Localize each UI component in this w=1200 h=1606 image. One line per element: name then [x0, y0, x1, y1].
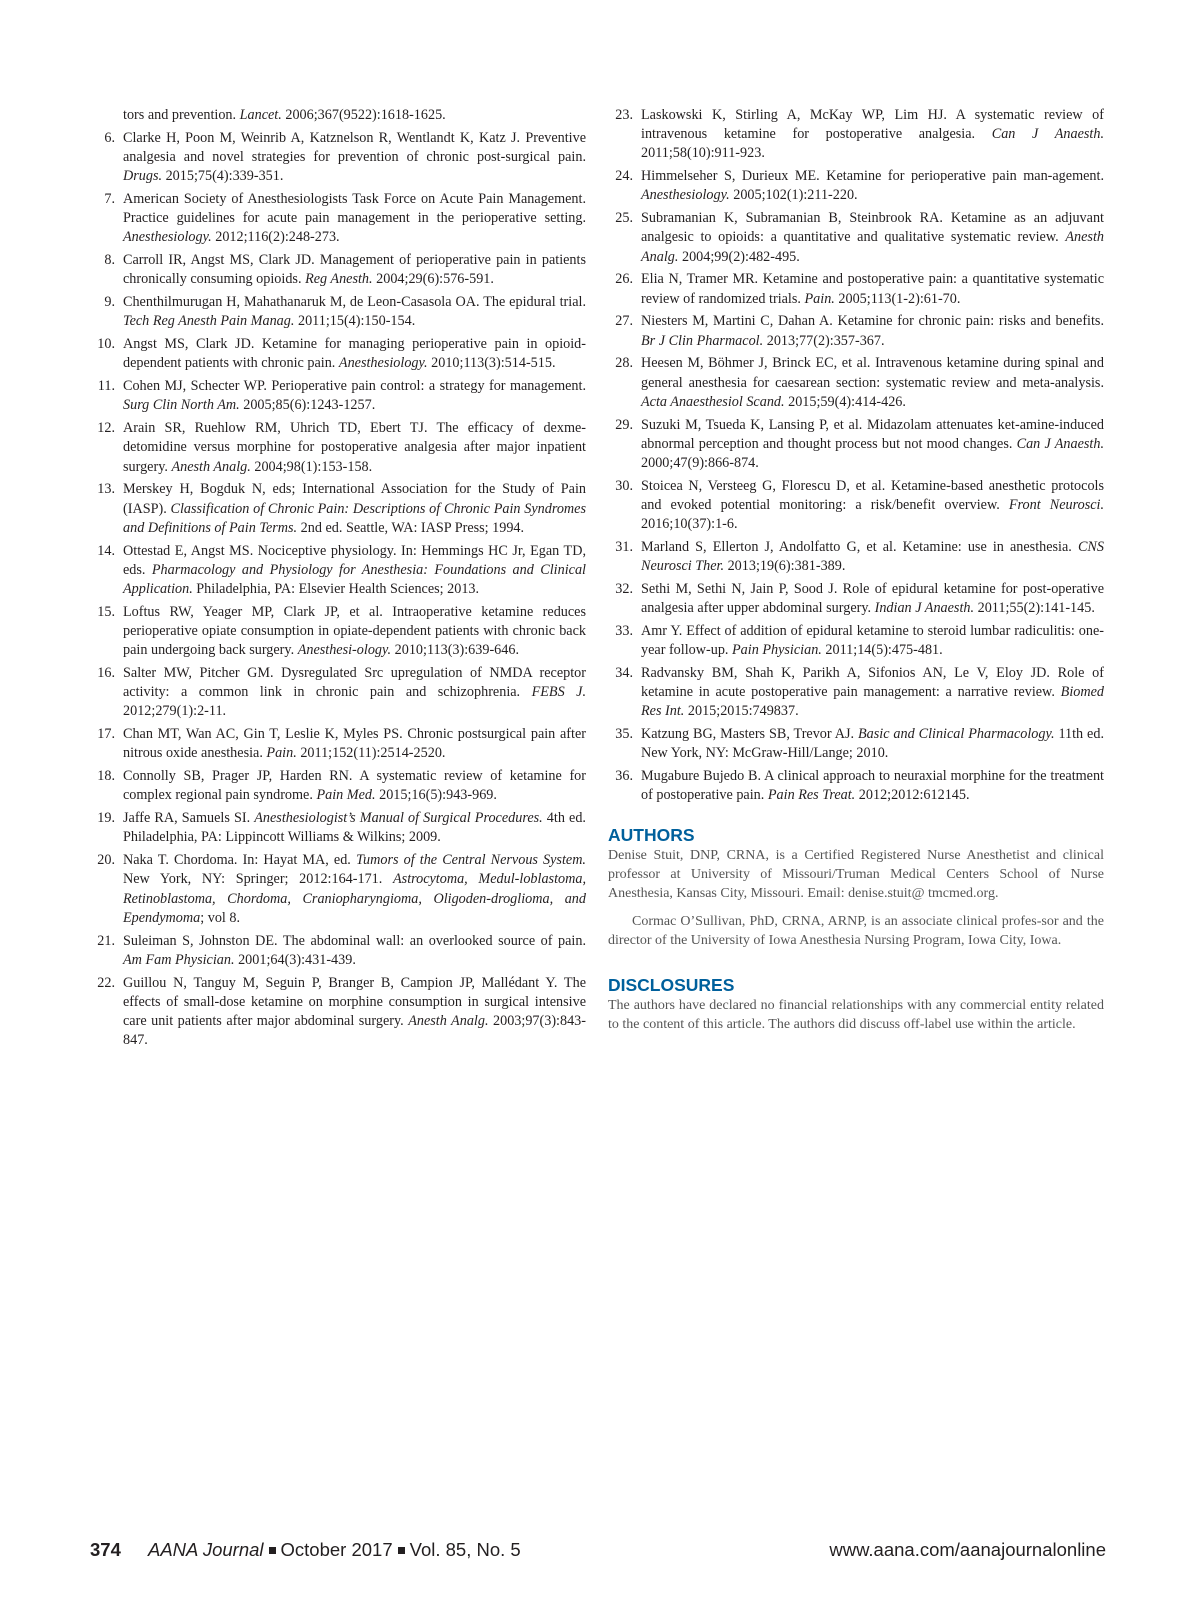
reference-source: FEBS J.	[531, 684, 586, 701]
reference-item	[90, 129, 586, 187]
reference-source: Indian J Anaesth.	[874, 600, 975, 617]
reference-source: Can J Anaesth.	[991, 126, 1104, 143]
reference-number: 33.	[615, 623, 633, 640]
reference-source: Tumors of the Central Nervous System.	[355, 852, 586, 869]
reference-source: Pain Physician.	[732, 642, 822, 659]
reference-item	[90, 932, 586, 970]
reference-text: American Society of Anesthesiologists Task Force on Acute Pain Management. Practice guidelines for acute pain management in the perioperative setting.	[123, 191, 586, 227]
reference-source: Pain Med.	[316, 787, 376, 804]
reference-source: Anesth Analg.	[171, 458, 251, 475]
reference-text: Connolly SB, Prager JP, Harden RN. A systematic review of ketamine for complex regional pain syndrome.	[123, 768, 586, 804]
reference-source: Anesthesiology.	[641, 187, 730, 204]
reference-details: 2012;2012:612145.	[855, 787, 970, 804]
issue-date: October 2017	[280, 1539, 393, 1560]
reference-source: Reg Anesth.	[305, 271, 373, 288]
reference-source: Anesthesiology.	[338, 355, 428, 372]
reference-details: 2000;47(9):866-874.	[641, 455, 759, 472]
reference-text: Radvansky BM, Shah K, Parikh A, Sifonios AN, Le V, Eloy JD. Role of ketamine in acute postoperative pain management: a narrative review.	[641, 665, 1104, 701]
reference-source: Front Neurosci.	[1008, 497, 1104, 514]
reference-text: Heesen M, Böhmer J, Brinck EC, et al. Intravenous ketamine during spinal and general anesthesia for caesarean section: systematic review and meta-analysis.	[641, 355, 1104, 391]
reference-item	[608, 106, 1104, 164]
reference-item	[90, 851, 586, 928]
reference-item	[608, 312, 1104, 350]
reference-item	[90, 419, 586, 477]
reference-details: 2005;85(6):1243-1257.	[239, 397, 376, 414]
reference-number: 13.	[97, 481, 115, 498]
reference-item	[608, 767, 1104, 805]
reference-number: 7.	[104, 191, 115, 207]
reference-text: Amr Y. Effect of addition of epidural ketamine to steroid lumbar radiculitis: one-year follow-up.	[641, 623, 1104, 659]
reference-source: Can J Anaesth.	[1016, 435, 1104, 452]
reference-details: New York, NY: Springer; 2012:164-171.	[123, 871, 393, 888]
authors-heading: AUTHORS	[608, 824, 695, 845]
reference-source: Drugs.	[123, 168, 163, 185]
reference-item	[608, 538, 1104, 576]
reference-item	[608, 354, 1104, 412]
reference-item	[90, 974, 586, 1051]
author-bio-stuit: Denise Stuit, DNP, CRNA, is a Certified Registered Nurse Anesthetist and clinical professor at University of Missouri/Truman Medical Centers School of Nurse Anesthesia, Kansas City, Missouri. Email: denise.stuit@ tmcmed.org.	[608, 847, 1104, 902]
reference-number: 16.	[97, 665, 115, 682]
reference-text: Elia N, Tramer MR. Ketamine and postoperative pain: a quantitative systematic review of randomized trials.	[641, 271, 1104, 307]
reference-number: 35.	[615, 726, 633, 743]
reference-item	[608, 477, 1104, 535]
reference-continued: tors and prevention. Lancet. 2006;367(9522):1618-1625.	[123, 107, 446, 123]
reference-details: 2004;29(6):576-591.	[372, 271, 494, 288]
reference-text: Katzung BG, Masters SB, Trevor AJ.	[641, 726, 858, 743]
reference-text: Suzuki M, Tsueda K, Lansing P, et al. Midazolam attenuates ket-amine-induced abnormal perception and thought process but not mood changes.	[641, 416, 1104, 452]
reference-text: Marland S, Ellerton J, Andolfatto G, et al. Ketamine: use in anesthesia.	[641, 539, 1078, 556]
reference-source: Classification of Chronic Pain: Descriptions of Chronic Pain Syndromes and Definitions of Pain Terms.	[123, 500, 586, 536]
reference-source: Surg Clin North Am.	[123, 397, 240, 414]
reference-text: Himmelseher S, Durieux ME. Ketamine for perioperative pain man-agement.	[641, 168, 1104, 185]
reference-number: 31.	[615, 539, 633, 556]
reference-details: 2015;59(4):414-426.	[784, 393, 906, 410]
reference-text: Chan MT, Wan AC, Gin T, Leslie K, Myles PS. Chronic postsurgical pain after nitrous oxide anesthesia.	[123, 726, 586, 762]
reference-item	[608, 725, 1104, 763]
reference-source: Acta Anaesthesiol Scand.	[641, 393, 785, 410]
reference-number: 14.	[97, 542, 115, 559]
reference-item	[608, 270, 1104, 308]
reference-source: Astrocytoma, Medul-loblastoma, Retinoblastoma, Chordoma, Craniopharyngioma, Oligoden-droglioma, and Ependymoma	[123, 871, 586, 926]
reference-text: Chenthilmurugan H, Mahathanaruk M, de Leon-Casasola OA. The epidural trial.	[123, 294, 586, 311]
reference-details: 2nd ed. Seattle, WA: IASP Press; 1994.	[297, 519, 525, 536]
reference-text: Guillou N, Tanguy M, Seguin P, Branger B, Campion JP, Mallédant Y. The effects of small-dose ketamine on morphine consumption in surgical intensive care unit patients after major abdominal surgery.	[123, 974, 586, 1030]
reference-details: 4th ed. Philadelphia, PA: Lippincott Williams & Wilkins; 2009.	[123, 810, 586, 846]
reference-item	[90, 377, 586, 415]
reference-details: 2005;113(1-2):61-70.	[834, 290, 961, 307]
reference-number: 30.	[615, 477, 633, 494]
reference-item	[608, 580, 1104, 618]
reference-text: Subramanian K, Subramanian B, Steinbrook RA. Ketamine as an adjuvant analgesic to opioids: a quantitative and qualitative systematic review.	[641, 210, 1104, 246]
reference-number: 9.	[104, 294, 115, 311]
reference-item	[90, 335, 586, 373]
reference-text: Sethi M, Sethi N, Jain P, Sood J. Role of epidural ketamine for post-operative analgesia after upper abdominal surgery.	[641, 581, 1104, 617]
reference-item	[608, 209, 1104, 267]
reference-text: Stoicea N, Versteeg G, Florescu D, et al. Ketamine-based anesthetic protocols and evoked potential monitoring: a risk/benefit overview.	[641, 477, 1104, 514]
reference-details: 2001;64(3):431-439.	[234, 951, 356, 968]
journal-name: AANA Journal	[148, 1539, 264, 1560]
reference-number: 10.	[97, 336, 115, 353]
reference-text: Salter MW, Pitcher GM. Dysregulated Src upregulation of NMDA receptor activity: a common link in chronic pain and schizophrenia.	[123, 665, 586, 701]
reference-source: Pain.	[804, 290, 835, 307]
reference-number: 26.	[615, 271, 633, 288]
reference-number: 19.	[97, 810, 115, 827]
reference-source: Br J Clin Pharmacol.	[641, 332, 764, 349]
reference-details: 2011;152(11):2514-2520.	[296, 745, 446, 762]
reference-text: Mugabure Bujedo B. A clinical approach to neuraxial morphine for the treatment of postoperative pain.	[641, 768, 1104, 804]
reference-item	[90, 190, 586, 248]
reference-item	[90, 809, 586, 847]
reference-number: 28.	[615, 355, 633, 372]
reference-details: Philadelphia, PA: Elsevier Health Sciences; 2013.	[192, 581, 480, 598]
disclosures-text: The authors have declared no financial relationships with any commercial entity related to the content of this article. The authors did discuss off-label use within the article.	[608, 997, 1104, 1033]
left-column	[90, 106, 586, 1054]
reference-details: 2004;99(2):482-495.	[678, 248, 800, 265]
reference-source: Am Fam Physician.	[123, 951, 235, 968]
reference-item	[90, 542, 586, 600]
reference-text: Ottestad E, Angst MS. Nociceptive physiology. In: Hemmings HC Jr, Egan TD, eds.	[123, 542, 586, 578]
reference-number: 15.	[97, 603, 115, 620]
reference-details: 11th ed. New York, NY: McGraw-Hill/Lange; 2010.	[641, 726, 1104, 762]
volume-issue: Vol. 85, No. 5	[409, 1539, 521, 1560]
reference-item	[608, 622, 1104, 660]
reference-number: 8.	[104, 252, 115, 269]
reference-number: 36.	[615, 768, 633, 785]
reference-item	[608, 664, 1104, 722]
reference-text: Laskowski K, Stirling A, McKay WP, Lim HJ. A systematic review of intravenous ketamine for postoperative analgesia.	[641, 107, 1104, 143]
reference-number: 12.	[97, 420, 115, 437]
reference-source: Anesth Analg.	[641, 229, 1104, 265]
disclosures-heading: DISCLOSURES	[608, 974, 735, 995]
reference-text: Naka T. Chordoma. In: Hayat MA, ed.	[123, 852, 356, 869]
reference-number: 20.	[97, 852, 115, 869]
reference-text: Jaffe RA, Samuels SI.	[123, 810, 255, 827]
reference-number: 6.	[104, 129, 115, 146]
journal-citation	[148, 1539, 521, 1561]
reference-source: Anesth Analg.	[408, 1013, 489, 1030]
reference-item	[608, 416, 1104, 474]
reference-text: Clarke H, Poon M, Weinrib A, Katznelson R, Wentlandt K, Katz J. Preventive analgesia and novel strategies for prevention of chronic post-surgical pain.	[123, 129, 586, 165]
reference-number: 25.	[615, 210, 633, 227]
reference-item	[90, 767, 586, 805]
reference-number: 29.	[615, 416, 633, 433]
reference-number: 32.	[615, 581, 633, 598]
reference-item	[608, 167, 1104, 205]
reference-details: 2015;16(5):943-969.	[375, 787, 497, 804]
reference-text: Arain SR, Ruehlow RM, Uhrich TD, Ebert TJ. The efficacy of dexme-detomidine versus morphine for postoperative analgesia after major inpatient surgery.	[123, 420, 586, 475]
reference-details: 2011;15(4):150-154.	[294, 313, 416, 330]
reference-text: Carroll IR, Angst MS, Clark JD. Management of perioperative pain in patients chronically consuming opioids.	[123, 252, 586, 288]
reference-source: Anesthesi-ology.	[297, 642, 392, 659]
reference-list-left	[90, 129, 586, 1051]
reference-text: Loftus RW, Yeager MP, Clark JP, et al. Intraoperative ketamine reduces perioperative opiate consumption in opiate-dependent patients with chronic back pain undergoing back surgery.	[123, 603, 586, 659]
reference-text: Merskey H, Bogduk N, eds; International Association for the Study of Pain (IASP).	[123, 481, 586, 517]
reference-details: 2005;102(1):211-220.	[729, 187, 858, 204]
reference-source: Basic and Clinical Pharmacology.	[857, 726, 1055, 743]
reference-source: Biomed Res Int.	[641, 684, 1104, 720]
reference-details: 2004;98(1):153-158.	[250, 458, 373, 475]
reference-text: Angst MS, Clark JD. Ketamine for managing perioperative pain in opioid-dependent patients with chronic pain.	[123, 336, 586, 372]
reference-source: Tech Reg Anesth Pain Manag.	[123, 313, 295, 330]
reference-source: Pain Res Treat.	[767, 787, 856, 804]
reference-number: 18.	[97, 768, 115, 785]
reference-text: Niesters M, Martini C, Dahan A. Ketamine for chronic pain: risks and benefits.	[641, 313, 1104, 330]
reference-text: Cohen MJ, Schecter WP. Perioperative pain control: a strategy for management.	[123, 378, 586, 395]
reference-number: 27.	[615, 313, 633, 330]
right-column	[608, 106, 1104, 1034]
reference-details: 2012;116(2):248-273.	[211, 229, 340, 246]
reference-source: CNS Neurosci Ther.	[641, 539, 1104, 575]
reference-details: 2016;10(37):1-6.	[641, 516, 738, 533]
reference-source: Anesthesiology.	[123, 229, 212, 246]
page-footer	[90, 1539, 1106, 1563]
reference-details: 2012;279(1):2-11.	[123, 703, 227, 720]
reference-details: 2013;77(2):357-367.	[763, 332, 885, 349]
reference-details: 2015;75(4):339-351.	[162, 168, 284, 185]
reference-item	[90, 664, 586, 722]
reference-item	[90, 480, 586, 538]
reference-source: Pharmacology and Physiology for Anesthesia: Foundations and Clinical Application.	[123, 561, 586, 598]
reference-item	[90, 251, 586, 289]
reference-number: 24.	[615, 168, 633, 185]
reference-number: 22.	[97, 974, 115, 991]
separator-square-icon	[269, 1547, 276, 1554]
reference-source: Pain.	[266, 745, 297, 762]
reference-number: 34.	[615, 665, 633, 682]
separator-square-icon	[398, 1547, 405, 1554]
author-bio-osullivan: Cormac O’Sullivan, PhD, CRNA, ARNP, is an associate clinical profes-sor and the director of the University of Iowa Anesthesia Nursing Program, Iowa City, Iowa.	[608, 913, 1104, 949]
reference-number: 21.	[97, 932, 115, 949]
reference-details: 2013;19(6):381-389.	[724, 558, 846, 575]
reference-source: Anesthesiologist’s Manual of Surgical Procedures.	[254, 810, 543, 827]
reference-details: 2011;58(10):911-923.	[641, 145, 765, 162]
reference-details: 2015;2015:749837.	[684, 703, 799, 720]
page-number: 374	[90, 1539, 121, 1560]
reference-item	[90, 725, 586, 763]
reference-details: 2010;113(3):639-646.	[391, 642, 520, 659]
reference-text: Suleiman S, Johnston DE. The abdominal wall: an overlooked source of pain.	[123, 932, 586, 949]
reference-details: 2003;97(3):843-847.	[123, 1013, 586, 1049]
reference-number: 17.	[97, 726, 115, 743]
reference-details: 2011;14(5):475-481.	[821, 642, 943, 659]
reference-details: ; vol 8.	[200, 909, 241, 926]
reference-number: 23.	[615, 107, 633, 123]
reference-details: 2011;55(2):141-145.	[974, 600, 1095, 617]
reference-item	[90, 603, 586, 661]
journal-url[interactable]: www.aana.com/aanajournalonline	[829, 1539, 1106, 1560]
reference-number: 11.	[97, 378, 115, 395]
reference-item	[90, 293, 586, 331]
reference-list-right	[608, 106, 1104, 806]
reference-details: 2010;113(3):514-515.	[427, 355, 556, 372]
